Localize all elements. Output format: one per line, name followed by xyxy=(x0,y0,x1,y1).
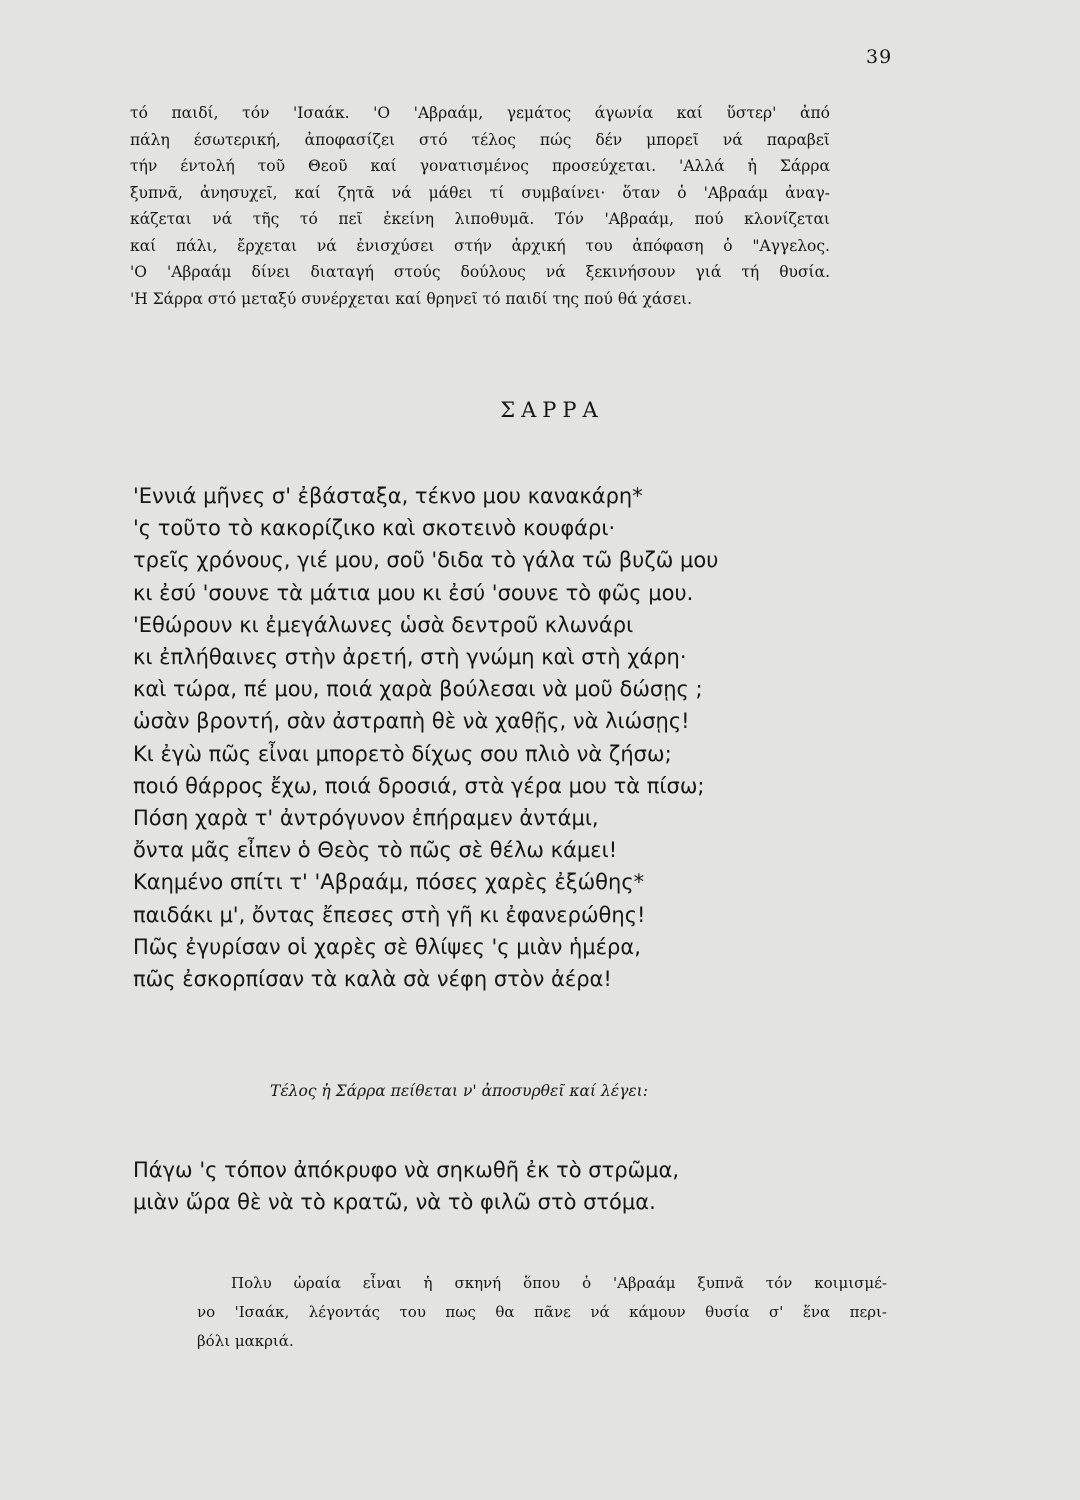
prose-line: πάλη έσωτερική, ἀποφασίζει στό τέλος πώς δέν μπορεῖ νά παραβεῖ xyxy=(130,130,830,149)
verse-line: ὡσὰν βροντή, σὰν ἀστραπὴ θὲ νὰ χαθῇς, νὰ λιώσῃς! xyxy=(133,709,690,734)
verse-line: καὶ τώρα, πέ μου, ποιά χαρὰ βούλεσαι νὰ μοῦ δώσῃς ; xyxy=(133,677,703,702)
speaker-heading: ΣΑΡΡΑ xyxy=(500,398,604,422)
commentary-line: νο 'Ισαάκ, λέγοντάς του πως θα πᾶνε νά κάμουν θυσία σ' ἕνα περι- xyxy=(197,1303,887,1321)
verse-line: 'Εθώρουν κι ἐμεγάλωνες ὡσὰ δεντροῦ κλωνάρι xyxy=(133,612,634,637)
prose-line: τό παιδί, τόν 'Ισαάκ. 'Ο 'Αβραάμ, γεμάτος άγωνία καί ὕστερ' ἀπό xyxy=(130,104,830,122)
verse-line: κι ἐσύ 'σουνε τὰ μάτια μου κι ἐσύ 'σουνε τὸ φῶς μου. xyxy=(133,580,694,605)
verse-line: ποιό θάρρος ἔχω, ποιά δροσιά, στὰ γέρα μου τὰ πίσω; xyxy=(133,773,705,798)
intro-prose xyxy=(130,100,830,312)
verse-line: Πῶς ἐγυρίσαν οἱ χαρὲς σὲ θλίψες 'ς μιὰν ἡμέρα, xyxy=(133,934,641,959)
verse-line: παιδάκι μ', ὄντας ἔπεσες στὴ γῆ κι ἐφανερώθης! xyxy=(133,902,646,927)
prose-line: τήν έντολή τοῦ Θεοῦ καί γονατισμένος προσεύχεται. 'Αλλά ἡ Σάρρα xyxy=(130,157,830,175)
verse-line: πῶς ἐσκορπίσαν τὰ καλὰ σὰ νέφη στὸν ἀέρα! xyxy=(133,967,612,992)
verse-line: Καημένο σπίτι τ' 'Αβραάμ, πόσες χαρὲς ἐξώθης* xyxy=(133,870,645,895)
page-number: 39 xyxy=(866,46,893,68)
verse-line: τρεῖς χρόνους, γιέ μου, σοῦ 'διδα τὸ γάλα τῶ βυζῶ μου xyxy=(133,548,719,573)
verse-line: 'ς τοῦτο τὸ κακορίζικο καὶ σκοτεινὸ κουφάρι· xyxy=(133,516,616,541)
verse-line: Κι ἐγὼ πῶς εἶναι μπορετὸ δίχως σου πλιὸ νὰ ζήσω; xyxy=(133,741,672,766)
verse-line: ὄντα μᾶς εἶπεν ὁ Θεὸς τὸ πῶς σὲ θέλω κάμει! xyxy=(133,838,618,863)
verse-line: κι ἐπλήθαινες στὴν ἀρετή, στὴ γνώμη καὶ στὴ χάρη· xyxy=(133,645,687,670)
prose-line: 'Ο 'Αβραάμ δίνει διαταγή στούς δούλους νά ξεκινήσουν γιά τή θυσία. xyxy=(130,263,830,281)
prose-line: ξυπνᾶ, ἀνησυχεῖ, καί ζητᾶ νά μάθει τί συμβαίνει· ὅταν ὁ 'Αβραάμ ἀναγ- xyxy=(130,183,830,202)
commentary-line: Πολυ ὡραία εἶναι ἡ σκηνή ὅπου ὁ 'Αβραάμ ξυπνᾶ τόν κοιμισμέ- xyxy=(231,1274,887,1292)
closing-verse xyxy=(133,1154,679,1218)
lament-verse xyxy=(133,480,718,995)
commentary xyxy=(197,1269,887,1356)
commentary-line: βόλι μακριά. xyxy=(197,1332,294,1350)
prose-line: κάζεται νά τῆς τό πεῖ ἐκείνη λιποθυμᾶ. Τόν 'Αβραάμ, πού κλονίζεται xyxy=(130,210,830,228)
verse-line: μιὰν ὥρα θὲ νὰ τὸ κρατῶ, νὰ τὸ φιλῶ στὸ στόμα. xyxy=(133,1190,656,1215)
verse-line: Πάγω 'ς τόπον ἀπόκρυφο νὰ σηκωθῆ ἐκ τὸ στρῶμα, xyxy=(133,1158,680,1182)
verse-line: Πόση χαρὰ τ' ἀντρόγυνον ἐπήραμεν ἀντάμι, xyxy=(133,806,599,831)
prose-line: 'Η Σάρρα στό μεταξύ συνέρχεται καί θρηνεῖ τό παιδί της πού θά χάσει. xyxy=(130,289,693,308)
prose-line: καί πάλι, ἔρχεται νά ἐνισχύσει στήν ἀρχική του ἀπόφαση ὁ "Αγγελος. xyxy=(130,236,830,255)
verse-line: 'Εννιά μῆνες σ' ἐβάσταξα, τέκνο μου κανακάρη* xyxy=(133,484,643,508)
stage-direction: Τέλος ἡ Σάρρα πείθεται ν' ἀποσυρθεῖ καί λέγει: xyxy=(270,1082,648,1100)
